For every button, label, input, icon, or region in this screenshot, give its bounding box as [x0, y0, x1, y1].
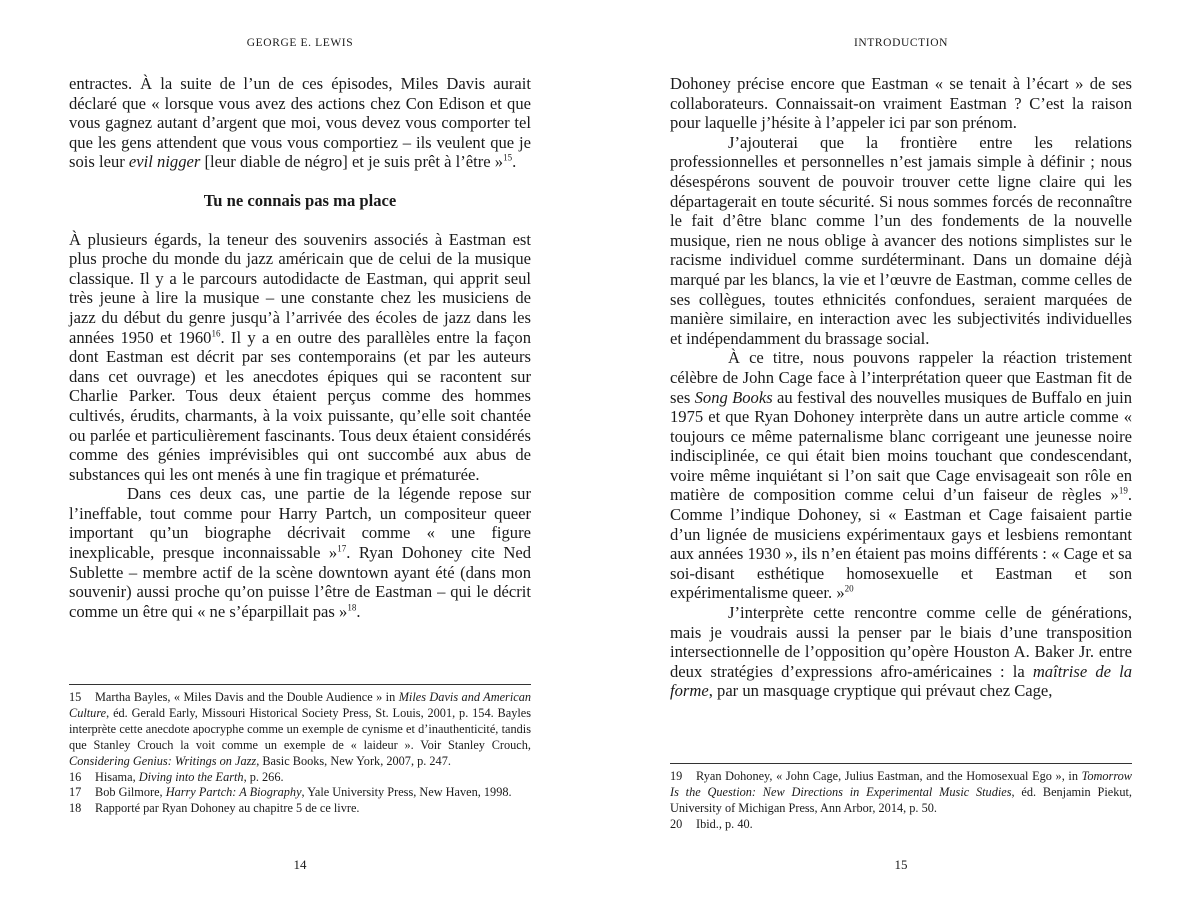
italic-term: evil nigger: [128, 152, 201, 172]
right-body-text: [670, 74, 1132, 701]
right-page: [670, 0, 1132, 904]
footnote-number: 17: [69, 785, 82, 800]
footnote-19: [670, 769, 1132, 817]
text-run: .: [512, 152, 517, 172]
text-run: , Basic Books, New York, 2007, p. 247.: [256, 753, 451, 768]
footnote-ref-19[interactable]: 19: [1118, 485, 1128, 496]
left-body-text: [69, 74, 531, 621]
footnote-15: [69, 690, 531, 770]
right-paragraph-1: Dohoney précise encore que Eastman « se tenait à l’écart » de ses collaborateurs. Connaissait-on vraiment Eastman ? C’est la raison pour laquelle j’hésite à l’appeler ici par son prénom.: [670, 74, 1132, 133]
page-number-left: 14: [293, 857, 307, 872]
work-title: Song Books: [694, 387, 773, 407]
footnote-ref-17[interactable]: 17: [337, 543, 347, 554]
text-run: À ce titre, nous pouvons rappeler la réaction tristement célèbre de John Cage face à l’interprétation queer que Eastman fit de ses: [670, 348, 1132, 407]
book-title: Considering Genius: Writings on Jazz: [69, 753, 257, 768]
left-paragraph-3: [69, 484, 531, 621]
footnote-ref-18[interactable]: 18: [347, 602, 357, 613]
left-paragraph-1: [69, 74, 531, 172]
left-paragraph-2: [69, 230, 531, 485]
book-title: Diving into the Earth: [138, 769, 244, 784]
text-run: au festival des nouvelles musiques de Buffalo en juin 1975 et que Ryan Dohoney interprète dans un autre article comme « toujours ce même paternalisme blanc corrigeant une jeunesse noire indisciplinée, ce qui était bien moins touchant que condescendant, voire même inquiétant si l’on sait que Cage envisageait son rôle en matière de composition comme celui d’un faiseur de règles »: [670, 387, 1132, 505]
right-footnotes: [670, 763, 1132, 833]
running-head-left: GEORGE E. LEWIS: [246, 37, 354, 49]
text-run: . Ryan Dohoney cite Ned Sublette – membre actif de la scène downtown ayant été (dans mon souvenir) aussi proche qu’on puisse l’être de Eastman – qui le décrit comme un être qui « ne s’éparpillait pas »: [69, 543, 531, 621]
text-run: , p. 266.: [243, 769, 284, 784]
text-run: Rapporté par Ryan Dohoney au chapitre 5 de ce livre.: [95, 801, 360, 816]
footnote-17: [69, 785, 531, 801]
footnote-number: 15: [69, 690, 82, 704]
right-paragraph-2: J’ajouterai que la frontière entre les relations professionnelles et personnelles n’est jamais simple à définir ; nous désespérons souvent de pouvoir trouver cette ligne claire qui les départagerait en toute sécurité. Si nous sommes forcés de reconnaître le fait d’être blanc comme l’un des fondements de la nouvelle musique, rien ne nous oblige à avancer des notions simplistes sur le racisme individuel comme surdéterminant. Dans un domaine déjà marqué par les blancs, la vie et l’œuvre de Eastman, comme celles de ses collègues, toutes ethnicités confondues, seraient marquées de manière similaire, en interaction avec les subjectivités individuelles et indépendamment du brassage social.: [670, 132, 1132, 348]
footnote-ref-15[interactable]: 15: [503, 152, 513, 163]
footnote-ref-16[interactable]: 16: [211, 328, 221, 338]
right-paragraph-3: [670, 348, 1132, 603]
footnote-ref-20[interactable]: 20: [844, 583, 854, 594]
text-run: Martha Bayles, « Miles Davis and the Double Audience » in: [95, 690, 399, 704]
text-run: , éd. Benjamin Piekut, University of Michigan Press, Ann Arbor, 2014, p. 50.: [670, 784, 1132, 815]
text-run: entractes. À la suite de l’un de ces épisodes, Miles Davis aurait déclaré que « lorsque vous avez des actions chez Con Edison et que vous gagnez autant d’argent que moi, vous devez vous comporter tel que les gens attendent que vous vous comportiez – ils veulent que je sois leur: [69, 74, 531, 172]
book-title: Harry Partch: A Biography: [165, 785, 302, 800]
text-run: .: [356, 601, 361, 621]
footnote-number: 20: [670, 816, 683, 831]
text-run: Hisama,: [95, 769, 139, 784]
footnote-number: 16: [69, 769, 82, 784]
text-run: , éd. Gerald Early, Missouri Historical Society Press, St. Louis, 2001, p. 154. Bayles interprète cette anecdote apocryphe comme un exemple de cynisme et d’inauthenticité, tandis que Stanley Crouch la voit comme un exemple de « laideur ». Voir Stanley Crouch,: [69, 705, 531, 752]
text-run: Dans ces deux cas, une partie de la légende repose sur l’ineffable, tout comme pour Harry Partch, un compositeur queer important qu’un biographe décrivait comme « une figure inexplicable, presque inconnaissable »: [69, 484, 531, 563]
text-run: . Comme l’indique Dohoney, si « Eastman et Cage faisaient partie d’un lignée de musiciens expérimentaux gays et lesbiens remontant aux années 1930 », ils n’en étaient pas moins différents : « Cage et sa soi-disant esthétique homosexuelle et Eastman et son expérimentalisme queer. »: [670, 485, 1132, 603]
text-run: Bob Gilmore,: [95, 785, 166, 800]
book-title: Tomorrow Is the Question: New Directions in Experimental Music Studies: [670, 769, 1132, 799]
footnote-20: [670, 817, 1132, 833]
footnote-16: [69, 770, 531, 786]
text-run: J’interprète cette rencontre comme celle de générations, mais je voudrais aussi la penser par le biais d’une transposition intersectionnelle de l’opposition qu’opère Houston A. Baker Jr. entre deux stratégies d’expressions afro-américaines : la: [670, 603, 1132, 681]
text-run: [leur diable de négro] et je suis prêt à l’être »: [200, 152, 504, 172]
footnote-number: 19: [670, 769, 683, 783]
text-run: , Yale University Press, New Haven, 1998.: [301, 785, 512, 800]
text-run: , par un masquage cryptique qui prévaut chez Cage,: [708, 681, 1053, 701]
text-run: . Il y a en outre des parallèles entre la façon dont Eastman est décrit par ses contemporains (et par les auteurs dans cet ouvrage) et les anecdotes épiques qui se racontent sur Charlie Parker. Tous deux étaient perçus comme des hommes cultivés, érudits, charmants, à la voix puissante, qu’elle soit chantée ou parlée et particulièrement fascinants. Tous deux étaient considérés comme des génies imprévisibles qui ont succombé aux abus de substances qui les ont menés à une fin tragique et prématurée.: [69, 327, 531, 484]
text-run: À plusieurs égards, la teneur des souvenirs associés à Eastman est plus proche du monde du jazz américain que de celui de la musique classique. Il y a le parcours autodidacte de Eastman, qui apprit seul très jeune à lire la musique – une constante chez les musiciens de jazz du début du genre jusqu’à l’arrivée des écoles de jazz dans les années 1950 et 1960: [69, 229, 531, 347]
text-run: Ryan Dohoney, « John Cage, Julius Eastman, and the Homosexual Ego », in: [696, 769, 1082, 783]
running-head-right: INTRODUCTION: [853, 37, 949, 49]
footnote-number: 18: [69, 801, 82, 816]
book-title: Miles Davis and American Culture: [69, 690, 531, 720]
page-number-right: 15: [894, 857, 908, 872]
left-footnotes: [69, 684, 531, 817]
right-paragraph-4: [670, 603, 1132, 701]
left-page: [69, 0, 531, 904]
italic-term: maîtrise de la forme: [670, 661, 1132, 701]
text-run: Ibid., p. 40.: [696, 816, 753, 831]
footnote-18: [69, 801, 531, 817]
section-heading: Tu ne connais pas ma place: [203, 190, 397, 210]
